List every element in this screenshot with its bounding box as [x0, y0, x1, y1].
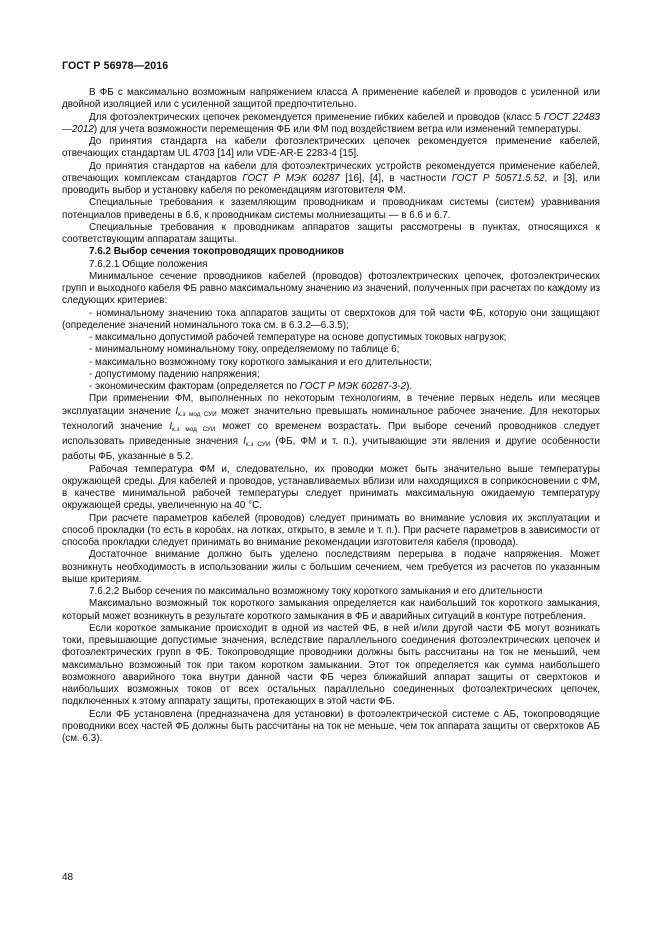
- text-run: Специальные требования к проводникам аппаратов защиты рассмотрены в пунктах, относящихся к соответствующим аппаратам защиты.: [62, 221, 600, 245]
- paragraph: [62, 464, 600, 513]
- text-run: - максимально возможному току короткого замыкания и его длительности;: [89, 356, 432, 368]
- standard-id: ГОСТ Р 56978—2016: [62, 60, 169, 72]
- text-run: - минимальному номинальному току, определяемому по таблице 6;: [89, 344, 400, 356]
- subsection-title: [62, 259, 600, 271]
- text-run: (ФБ, ФМ и т. п.), учитывающие эти явления и другие особенности работы ФБ, указанные в 5.2.: [62, 436, 600, 463]
- paragraph: [62, 598, 600, 623]
- text-run: Если ФБ установлена (предназначена для установки) в фотоэлектрической системе с АБ, токопроводящие проводники всех частей ФБ должны быть рассчитаны на ток не меньше, чем ток аппарата защиты от сверхтоков АБ (см. 6.3).: [62, 708, 600, 744]
- text-run: 7.6.2.1 Общие положения: [89, 258, 208, 270]
- text-run: - экономическим факторам (определяется по: [89, 381, 300, 392]
- paragraph: [62, 222, 600, 247]
- paragraph: [62, 709, 600, 746]
- text-run: 7.6.2 Выбор сечения токопроводящих проводников: [89, 246, 344, 258]
- text-run: может значительно превышать номинальное рабочее значение. Для некоторых технологий значение: [62, 405, 600, 432]
- paragraph: [62, 549, 600, 586]
- text-run: [16], [4], в частности: [339, 172, 452, 184]
- text-run: - максимально допустимой рабочей температуре на основе допустимых токовых нагрузок;: [89, 332, 507, 343]
- paragraph: [62, 393, 600, 463]
- text-run: В ФБ с максимально возможным напряжением класса А применение кабелей и проводов с усиленной или двойной изоляцией или с усиленной защитой предпочтительно.: [62, 87, 600, 111]
- paragraph: [62, 161, 600, 198]
- document-body: [62, 87, 600, 745]
- text-run: Максимально возможный ток короткого замыкания определяется как наибольший ток короткого замыкания, который может возникнуть в результате короткого замыкания в ФБ и аварийных ситуаций в контуре потребления.: [62, 598, 600, 622]
- document-header: [62, 60, 168, 72]
- text-run: При применении ФМ, выполненных по некоторым технологиям, в течение первых недель или месяцев эксплуатации значение: [62, 393, 600, 417]
- paragraph: [62, 197, 600, 222]
- italic-text: ГОСТ Р 50571.5.52: [451, 172, 545, 184]
- text-run: Для фотоэлектрических цепочек рекомендуется применение гибких кабелей и проводов (класс 5: [89, 111, 544, 123]
- text-run: Рабочая температура ФМ и, следовательно, их проводки может быть значительно выше температуры окружающей среды. Для кабелей и проводов, устанавливаемых вблизи или находящихся в соприкосновении с ФМ, в качестве минимальной рабочей температуры следует принимать максимальную ожидаемую температуру окружающей среды, увеличенную на 40 °С.: [62, 463, 600, 512]
- section-heading: [62, 246, 600, 258]
- italic-text: ГОСТ 22483—2012: [62, 111, 600, 135]
- text-run: Достаточное внимание должно быть уделено последствиям перерыва в подаче напряжения. Может возникнуть необходимость в использовании жилы с большим сечением, чем требуется из расчетов по указанным выше критериям.: [62, 549, 600, 585]
- subscript-text: к.з мод СУИ: [172, 425, 216, 433]
- paragraph: [62, 513, 600, 550]
- text-run: ) для учета возможности перемещения ФБ или ФМ под воздействием ветра или изменений температуры.: [93, 123, 581, 135]
- italic-text: ГОСТ Р МЭК 60287: [242, 172, 340, 184]
- italic-text: I: [243, 436, 246, 447]
- paragraph: [62, 112, 600, 137]
- list-item: [62, 332, 600, 344]
- text-run: При расчете параметров кабелей (проводов) следует принимать во внимание условия их эксплуатации и способ прокладки (то есть в коробах, на лотках, открыто, в земле и т. п.). При расчете параметров в зависимости от способа прокладки следует принимать во внимание рекомендации изготовителя кабеля (провода).: [62, 512, 600, 548]
- page-number: 48: [62, 872, 74, 883]
- text-run: - допустимому падению напряжения;: [89, 368, 260, 380]
- subscript-text: к.з мод СУИ: [178, 410, 217, 418]
- list-item: [62, 369, 600, 381]
- text-run: Специальные требования к заземляющим проводникам и проводникам системы (систем) уравнивания потенциалов приведены в 6.6, к проводникам системы молниезащиты — в 6.6 и 6.7.: [62, 197, 600, 221]
- paragraph: [62, 87, 600, 112]
- paragraph: [62, 271, 600, 308]
- list-item: [62, 308, 600, 333]
- text-run: До принятия стандартов на кабели для фотоэлектрических устройств рекомендуется применение кабелей, отвечающих комплексам стандартов: [62, 160, 600, 184]
- text-run: До принятия стандарта на кабели фотоэлектрических цепочек рекомендуется применение кабелей, отвечающих стандартам UL 4703 [14] или VDE-AR-E 2283-4 [15].: [62, 136, 600, 160]
- list-item: [62, 381, 600, 393]
- subsection-title: [62, 586, 600, 598]
- text-run: Если короткое замыкание происходит в одной из частей ФБ, в ней и/или другой части ФБ могут возникать токи, превышающие допустимые значения, вследствие параллельного соединения фотоэлектрических цепочек и фотоэлектрических групп в ФБ. Токопроводящие проводники должны быть рассчитаны на ток не меньший, чем максимально возможный ток при таком коротком замыкании. Этот ток определяется как сумма наибольшего возможного аварийного тока внутри данной части ФБ через ближайший аппарат защиты от сверхтоков и наибольших возможных токов от всех остальных параллельно соединенных фотоэлектрических цепочек, подключенных к этому аппарату защиты, протекающих в этой части ФБ.: [62, 622, 600, 708]
- list-item: [62, 344, 600, 356]
- list-item: [62, 357, 600, 369]
- text-run: 7.6.2.2 Выбор сечения по максимально возможному току короткого замыкания и его длительности: [89, 586, 543, 597]
- text-run: может со временем возрастать. При выборе сечений проводников следует использовать приведенные значения: [62, 420, 600, 447]
- italic-text: I: [169, 420, 173, 432]
- italic-text: I: [175, 405, 179, 417]
- text-run: ).: [406, 381, 413, 392]
- paragraph: [62, 623, 600, 709]
- text-run: Минимальное сечение проводников кабелей (проводов) фотоэлектрических цепочек, фотоэлектрических групп и выходного кабеля ФБ равно максимальному значению из значений, полученных при расчетах по каждому из следующих критериев:: [62, 270, 600, 307]
- text-run: - номинальному значению тока аппаратов защиты от сверхтоков для той части ФБ, которую они защищают (определение значений номинального тока см. в 6.3.2—6.3.5);: [62, 307, 600, 331]
- italic-text: ГОСТ Р МЭК 60287-3-2: [299, 381, 407, 392]
- paragraph: [62, 136, 600, 161]
- subscript-text: к.з СУИ: [245, 441, 271, 448]
- text-run: , и [3], или проводить выбор и установку кабеля по рекомендациям изготовителя ФМ.: [62, 172, 601, 196]
